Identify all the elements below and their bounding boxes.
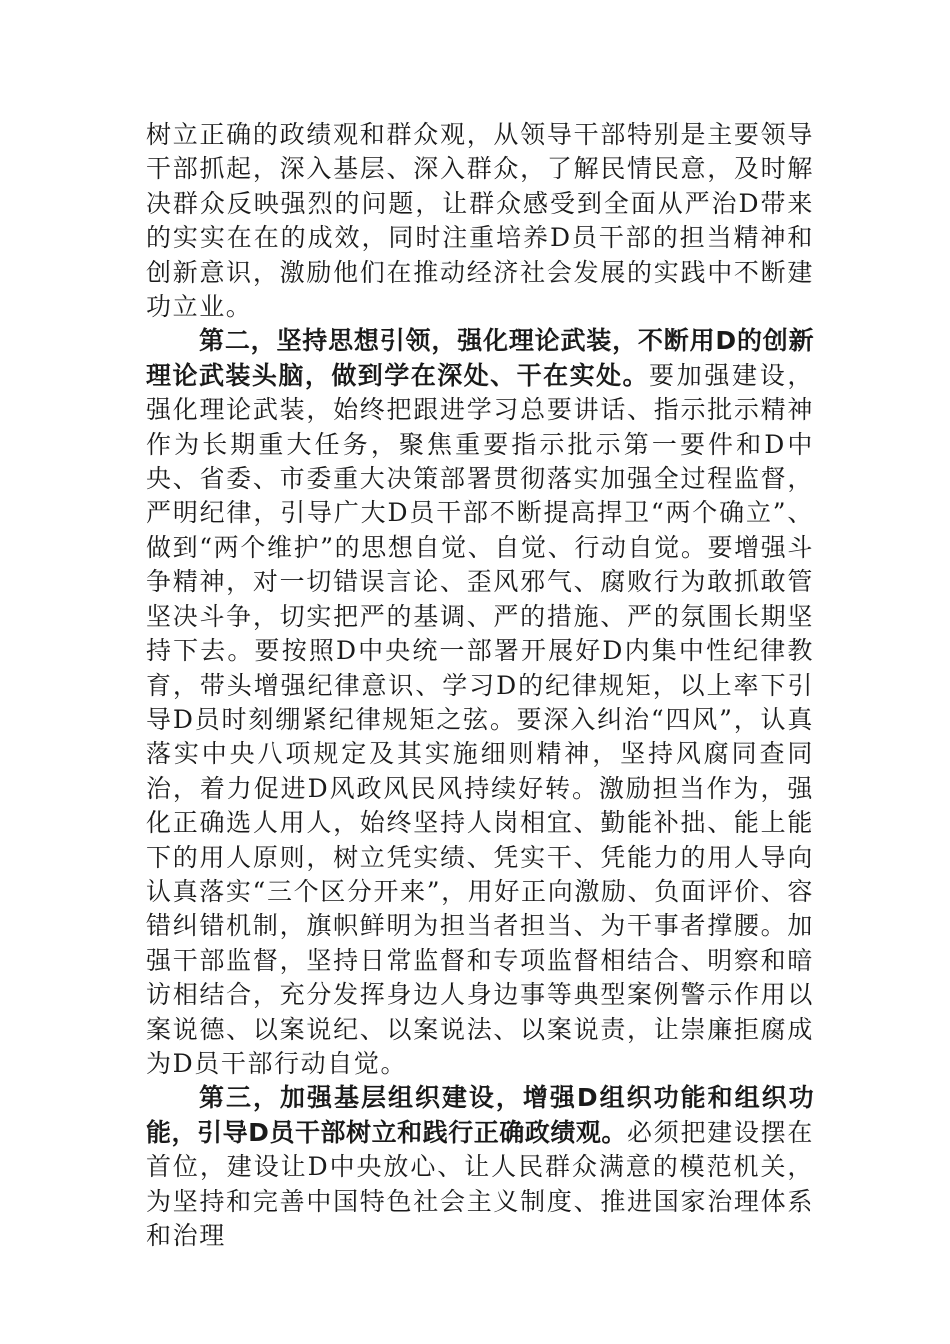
paragraph-third-point (146, 1081, 814, 1253)
paragraph-body: 树立正确的政绩观和群众观，从领导干部特别是主要领导干部抓起，深入基层、深入群众，了解民情民意，及时解决群众反映强烈的问题，让群众感受到全面从严治D带来的实实在在的成效，同时注重培养D员干部的担当精神和创新意识，激励他们在推动经济社会发展的实践中不断建功立业。 (146, 120, 814, 322)
paragraph-body: 要加强建设，强化理论武装，始终把跟进学习总要讲话、指示批示精神作为长期重大任务，聚焦重要指示批示第一要件和D中央、省委、市委重大决策部署贯彻落实加强全过程监督，严明纪律，引导广大D员干部不断提高捍卫“两个确立”、做到“两个维护”的思想自觉、自觉、行动自觉。要增强斗争精神，对一切错误言论、歪风邪气、腐败行为敢抓敢管坚决斗争，切实把严的基调、严的措施、严的氛围长期坚持下去。要按照D中央统一部署开展好D内集中性纪律教育，带头增强纪律意识、学习D的纪律规矩，以上率下引导D员时刻绷紧纪律规矩之弦。要深入纠治“四风”，认真落实中央八项规定及其实施细则精神，坚持风腐同查同治，着力促进D风政风民风持续好转。激励担当作为，强化正确选人用人，始终坚持人岗相宜、勤能补拙、能上能下的用人原则，树立凭实绩、凭实干、凭能力的用人导向认真落实“三个区分开来”，用好正向激励、负面评价、容错纠错机制，旗帜鲜明为担当者担当、为干事者撑腰。加强干部监督，坚持日常监督和专项监督相结合、明察和暗访相结合，充分发挥身边人身边事等典型案例警示作用以案说德、以案说纪、以案说法、以案说责，让崇廉拒腐成为D员干部行动自觉。 (146, 360, 814, 1078)
paragraph-continued (146, 118, 814, 324)
document-body (146, 118, 814, 1253)
paragraph-second-point (146, 324, 814, 1081)
paragraph-heading: 第三，加强基层组织建设，增强D组织功能和组织功能，引导D员干部树立和践行正确政绩观。 (146, 1083, 814, 1147)
paragraph-heading: 第二，坚持思想引领，强化理论武装，不断用D的创新理论武装头脑，做到学在深处、干在实处。 (146, 326, 814, 390)
paragraph-body: 必须把建设摆在首位，建设让D中央放心、让人民群众满意的模范机关，为坚持和完善中国特色社会主义制度、推进国家治理体系和治理 (146, 1117, 814, 1250)
